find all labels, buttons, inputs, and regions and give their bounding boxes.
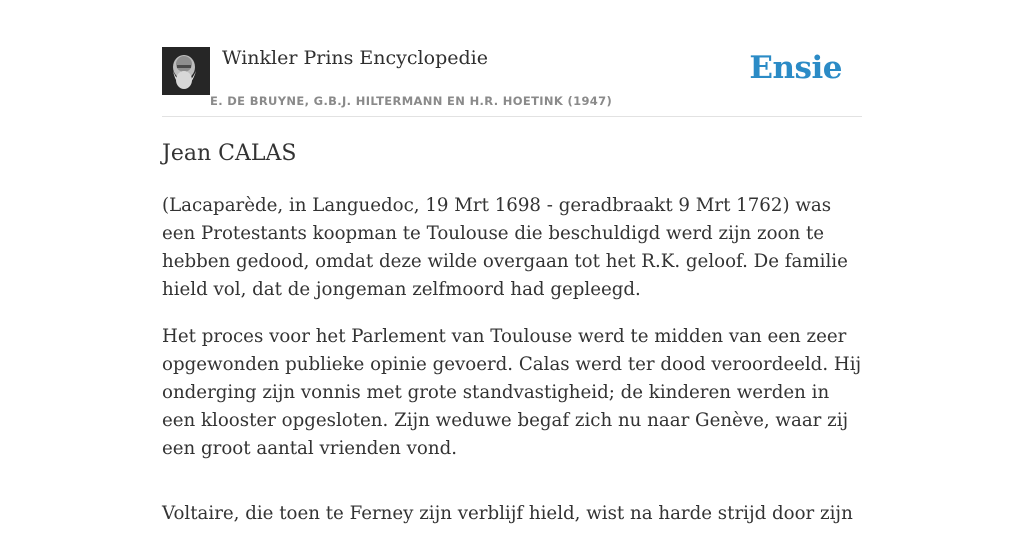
article-title: Jean CALAS (162, 141, 297, 166)
site-title[interactable]: Winkler Prins Encyclopedie (222, 47, 488, 69)
article-paragraph: (Lacaparède, in Languedoc, 19 Mrt 1698 - geradbraakt 9 Mrt 1762) was een Protestants koopman te Toulouse die beschuldigd werd zijn zoon te hebben gedood, omdat deze wilde overgaan tot het R.K. geloof. De familie hield vol, dat de jongeman zelfmoord had gepleegd. (162, 195, 848, 300)
site-header (162, 0, 862, 117)
article-paragraph: Het proces voor het Parlement van Toulouse werd te midden van een zeer opgewonden publieke opinie gevoerd. Calas werd ter dood veroordeeld. Hij onderging zijn vonnis met grote standvastigheid; de kinderen werden in een klooster opgesloten. Zijn weduwe begaf zich nu naar Genève, waar zij een groot aantal vrienden vond. (162, 326, 862, 459)
authors-line: E. DE BRUYNE, G.B.J. HILTERMANN EN H.R. HOETINK (1947) (210, 94, 613, 108)
article-paragraph: Voltaire, die toen te Ferney zijn verblijf hield, wist na harde strijd door zijn (162, 503, 853, 524)
article-body (162, 192, 864, 547)
portrait-icon (162, 47, 210, 95)
brand-logo[interactable]: Ensie (749, 50, 842, 86)
author-avatar[interactable] (162, 47, 210, 95)
page (162, 0, 862, 524)
